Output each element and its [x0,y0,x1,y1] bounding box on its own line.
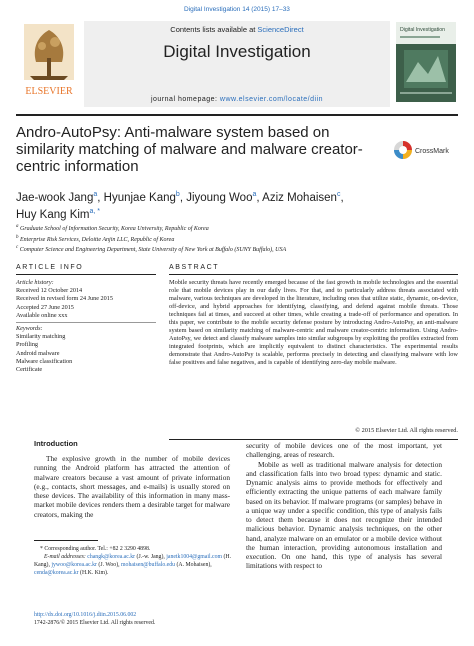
history-revised: Received in revised form 24 June 2015 [16,295,113,303]
author-4[interactable]: Aziz Mohaisen$^c$ [262,191,341,204]
email-link[interactable]: cenda@korea.ac.kr [34,570,79,576]
body-paragraph: security of mobile devices one of the most important, yet challenging, areas of research. [246,441,442,460]
footnote-rule [34,540,98,541]
email-link[interactable]: janetk1004@gmail.com [166,554,223,560]
contents-prefix: Contents lists available at [170,25,258,34]
body-left-column [34,454,230,519]
affiliation-c: $^c$ Computer Science and Engineering Department, State University of New York at Buffalo (SUNY Buffalo), USA [16,245,287,253]
issn-line: 1742-2876/© 2015 Elsevier Ltd. All rights reserved. [34,620,156,626]
doi-link[interactable]: http://dx.doi.org/10.1016/j.diin.2015.06.002 [34,612,137,618]
homepage-link[interactable]: www.elsevier.com/locate/diin [219,96,324,103]
cover-title: Digital Investigation [400,27,445,33]
article-info-rule [16,274,156,275]
abstract-text: Mobile security threats have recently emerged because of the fast growth in mobile technologies and the essential role that mobile devices play in our daily lives. For that, and to particularly address threats associated with malware, various techniques are developed in the literature, including ones that utilize static, dynamic, on-device, off-device, and hybrid approaches for identifying, classifying, and defend against mobile threats. Those techniques fail at times, and succeed at other times, while creating a trade-off of performance and operation. In this paper, we contribute to the mobile security defense posture by introducing Andro-AutoPsy, an anti-malware system based on similarity matching of malware-centric and malware creator-centric information. Using Andro-AutoPsy, we detect and classify malware samples into similar subgroups by exploiting the profiles extracted from integrated footprints, which are implicitly equivalent to distinct characteristics. The experimental results demonstrate that Andro-AutoPsy is scalable, performs precisely in detecting and classifying malware with low false positives and false negatives, and is capable of identifying zero-day mobile malware. [169,279,458,367]
history-accepted: Accepted 27 June 2015 [16,303,74,311]
journal-cover-image[interactable] [396,22,456,102]
journal-title: Digital Investigation [163,42,311,61]
history-received: Received 12 October 2014 [16,287,83,295]
email-addresses: E-mail addresses: changk@korea.ac.kr (J.-w. Jang), janetk1004@gmail.com (H. Kang), jywoo@korea.ac.kr (J. Woo), mohaisen@buffalo.edu (A. Mohaisen), cenda@korea.ac.kr (H.K. Kim). [34,554,232,576]
elsevier-logo [20,22,78,102]
contents-line [100,25,374,34]
author-3[interactable]: Jiyoung Woo$^a$ [186,191,257,204]
author-1[interactable]: Jae-wook Jang$^a$ [16,191,98,204]
affiliation-a: $^a$ Graduate School of Information Security, Korea University, Republic of Korea [16,224,209,232]
homepage-prefix: journal homepage: [150,96,220,103]
email-link[interactable]: mohaisen@buffalo.edu [121,562,176,568]
elsevier-wordmark: ELSEVIER [25,86,73,97]
abstract-rule [169,274,458,275]
body-paragraph: Mobile as well as traditional malware analysis for detection and classification falls into two broad types: dynamic and static. Dynamic analysis aims to provide methods for effectively and efficiently extracting the unique patterns of each malware family based on its behavior. If malware programs (or samples) behave in a unique way under a specific condition, this type of analysis fails to detect them because it does not recognize their intended malicious behavior. Dynamic analysis techniques, on the other hand, analyze malware on an emulator or a mobile device without the human interaction, providing autonomous installation and execution. On one hand, this type of analysis has several limitations with respect to [246,459,442,571]
keyword-item: Android malware [16,349,60,357]
email-link[interactable]: jywoo@korea.ac.kr [51,562,97,568]
author-list: Jae-wook Jang$^a$, Hyunjae Kang$^b$, Jiyoung Woo$^a$, Aziz Mohaisen$^c$, Huy Kang Kim$^{a, *}$ [16,191,344,221]
keyword-item: Malware classification [16,357,73,365]
body-right-column [246,441,442,571]
header-rule [16,114,458,116]
keyword-item: Profiling [16,341,39,349]
crossmark-icon[interactable] [393,140,459,160]
homepage-line [100,96,374,103]
intro-paragraph: The explosive growth in the number of mobile devices running the Android platform has attracted the attention of malware creators because a vast amount of private information (e.g., contacts, short messages, and e-mails) is usually stored on these devices. The availability of this information in many mass-market mobile devices renders them a desirable target for malware creators, making the [34,454,230,519]
journal-citation[interactable]: Digital Investigation 14 (2015) 17–33 [184,6,290,13]
history-label: Article history: [16,279,54,286]
article-info-heading: ARTICLE INFO [16,264,84,271]
sciencedirect-link[interactable]: ScienceDirect [257,25,304,34]
email-link[interactable]: changk@korea.ac.kr [87,554,136,560]
affiliation-b: $^b$ Enterprise Risk Services, Deloitte Anjin LLC, Republic of Korea [16,234,175,243]
author-5[interactable]: Huy Kang Kim$^{a, *}$ [16,207,101,221]
keywords [16,325,156,374]
footnotes [34,545,234,577]
doi-block [34,611,254,627]
abstract-heading: ABSTRACT [169,264,220,271]
paper-title: Andro-AutoPsy: Anti-malware system based on similarity matching of malware and malware creator-centric information [16,124,363,175]
affiliations [16,223,456,255]
keyword-item: Similarity matching [16,333,66,341]
keyword-item: Certificate [16,366,43,374]
history-online: Available online xxx [16,311,68,319]
abstract-bottom-rule [169,439,458,440]
keywords-label: Keywords: [16,325,43,332]
corresponding-author-note: * Corresponding author. Tel.: +82 2 3290 4898. [40,546,151,552]
keywords-rule [16,322,156,323]
author-2[interactable]: Hyunjae Kang$^b$ [103,191,180,204]
article-history [16,279,156,320]
section-heading-introduction: Introduction [34,439,78,448]
abstract-copyright: © 2015 Elsevier Ltd. All rights reserved. [355,427,458,434]
crossmark-label: CrossMark [415,148,449,155]
